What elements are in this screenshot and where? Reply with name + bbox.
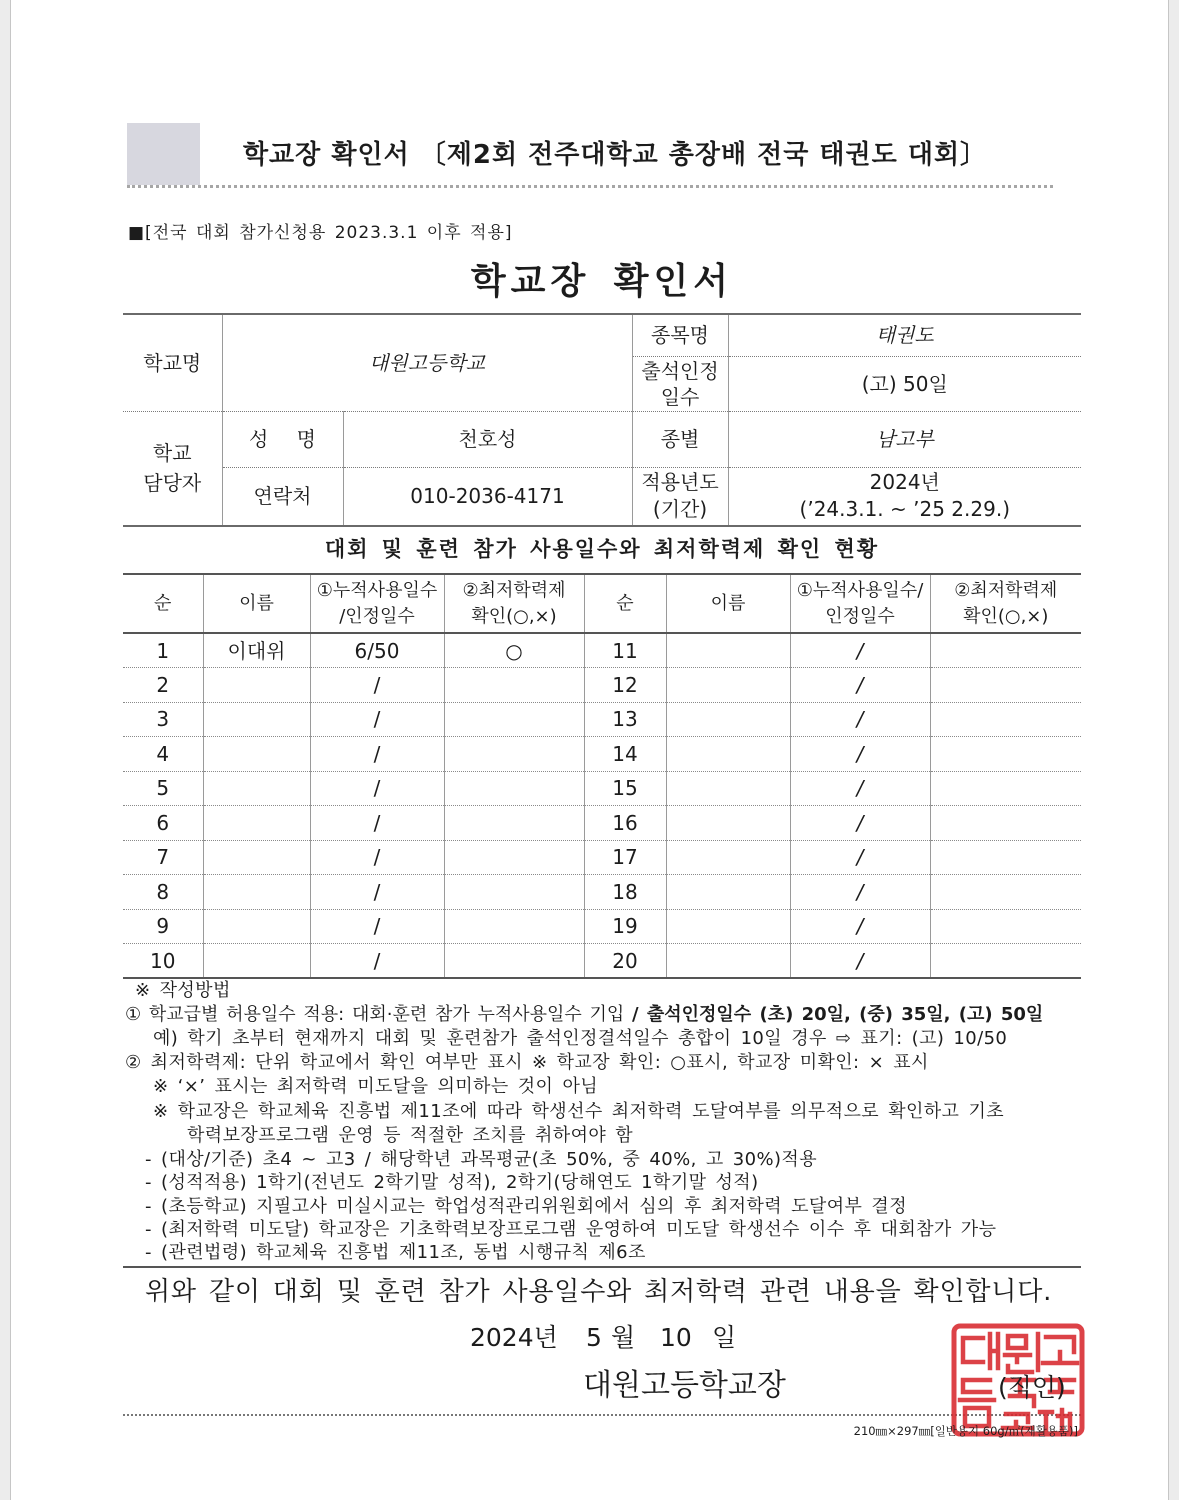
header-accent-box xyxy=(127,123,200,185)
note-bullet: - (초등학교) 지필고사 미실시교는 학업성적관리위원회에서 심의 후 최저학력 도달여부 결정 xyxy=(145,1196,907,1217)
attendance-days-label-line1: 출석인정 xyxy=(641,358,719,383)
period-label-line1: 적용년도 xyxy=(641,470,719,495)
min-ability-check-cell xyxy=(444,944,584,979)
row-number-cell: 18 xyxy=(584,875,666,910)
row-number-cell: 6 xyxy=(123,806,203,841)
cumulative-days-cell: / xyxy=(310,909,444,944)
row-number-cell: 19 xyxy=(584,909,666,944)
student-name-cell xyxy=(203,875,310,910)
row-number-cell: 14 xyxy=(584,737,666,772)
header-min-ability-check xyxy=(930,574,1081,633)
row-number-cell: 5 xyxy=(123,771,203,806)
min-ability-check-cell xyxy=(930,633,1081,668)
student-name-cell xyxy=(666,875,790,910)
cumulative-days-cell: / xyxy=(790,633,930,668)
scan-edge-right xyxy=(1168,0,1179,1500)
note-bullet: - (최저학력 미도달) 학교장은 기초학력보장프로그램 운영하여 미도달 학생선수 이수 후 대회참가 가능 xyxy=(145,1219,997,1240)
table-row xyxy=(123,875,1081,910)
school-name-value: 대원고등학교 xyxy=(222,314,632,411)
note-item-1-example: 예) 학기 초부터 현재까지 대회 및 훈련참가 출석인정결석일수 총합이 10일 경우 ⇨ 표기: (고) 10/50 xyxy=(153,1028,1008,1049)
date-day: 10 xyxy=(660,1323,692,1352)
note-item-2-obligation-line1: ※ 학교장은 학교체육 진흥법 제11조에 따라 학생선수 최저학력 도달여부를 의무적으로 확인하고 기초 xyxy=(153,1101,1005,1122)
header-cumulative-days-line2: 인정일수 xyxy=(825,605,895,627)
row-number-cell: 10 xyxy=(123,944,203,979)
date-day-unit: 일 xyxy=(712,1323,737,1352)
event-value: 태권도 xyxy=(728,314,1081,356)
table-row xyxy=(123,737,1081,772)
period-value xyxy=(728,467,1081,526)
row-number-cell: 12 xyxy=(584,668,666,703)
event-label: 종목명 xyxy=(632,314,728,356)
min-ability-check-cell xyxy=(930,737,1081,772)
min-ability-check-cell xyxy=(444,840,584,875)
division-value: 남고부 xyxy=(728,411,1081,467)
period-label xyxy=(632,467,728,526)
school-info-table xyxy=(123,313,1081,527)
cumulative-days-cell: 6/50 xyxy=(310,633,444,668)
cumulative-days-cell: / xyxy=(310,840,444,875)
signature-divider xyxy=(123,1414,1081,1416)
row-number-cell: 15 xyxy=(584,771,666,806)
student-name-cell: 이대위 xyxy=(203,633,310,668)
student-name-cell xyxy=(203,702,310,737)
student-name-cell xyxy=(203,909,310,944)
min-ability-check-cell xyxy=(930,840,1081,875)
row-number-cell: 2 xyxy=(123,668,203,703)
row-number-cell: 4 xyxy=(123,737,203,772)
confirmation-statement: 위와 같이 대회 및 훈련 참가 사용일수와 최저학력 관련 내용을 확인합니다. xyxy=(145,1277,1053,1307)
header-cumulative-days-line2: /인정일수 xyxy=(339,605,415,627)
student-name-cell xyxy=(203,806,310,841)
student-name-cell xyxy=(666,840,790,875)
cumulative-days-cell: / xyxy=(310,737,444,772)
student-name-cell xyxy=(666,909,790,944)
table-row xyxy=(123,909,1081,944)
student-name-cell xyxy=(666,771,790,806)
note-item-1 xyxy=(125,1003,1043,1027)
table-row xyxy=(123,771,1081,806)
cumulative-days-cell: / xyxy=(790,702,930,737)
date-month: 5 xyxy=(586,1323,602,1352)
row-number-cell: 8 xyxy=(123,875,203,910)
note-item-2-obligation-line2: 학력보장프로그램 운영 등 적절한 조치를 취하여야 함 xyxy=(187,1125,634,1146)
row-number-cell: 17 xyxy=(584,840,666,875)
note-bullet: - (성적적용) 1학기(전년도 2학기말 성적), 2학기(당해연도 1학기말 성적) xyxy=(145,1172,759,1193)
student-name-cell xyxy=(666,737,790,772)
min-ability-check-cell xyxy=(444,875,584,910)
cumulative-days-cell: / xyxy=(310,944,444,979)
cumulative-days-cell: / xyxy=(790,875,930,910)
cumulative-days-cell: / xyxy=(310,668,444,703)
header-cumulative-days xyxy=(310,574,444,633)
row-number-cell: 9 xyxy=(123,909,203,944)
min-ability-check-cell xyxy=(444,771,584,806)
min-ability-check-cell xyxy=(930,909,1081,944)
note-item-2: ② 최저학력제: 단위 학교에서 확인 여부만 표시 ※ 학교장 확인: ○표시, 학교장 미확인: × 표시 xyxy=(125,1052,929,1073)
note-item-1-text: ① 학교급별 허용일수 적용: 대회·훈련 참가 누적사용일수 기입 xyxy=(125,1004,625,1025)
note-item-2-remark: ※ ‘×’ 표시는 최저학력 미도달을 의미하는 것이 아님 xyxy=(153,1076,599,1097)
cumulative-days-cell: / xyxy=(790,840,930,875)
status-table-body xyxy=(123,633,1081,978)
student-name-cell xyxy=(666,668,790,703)
header-min-ability-line2: 확인(○,×) xyxy=(471,605,557,627)
student-name-cell xyxy=(666,633,790,668)
min-ability-check-cell xyxy=(444,702,584,737)
school-name-label: 학교명 xyxy=(143,350,202,375)
header-min-ability-line2: 확인(○,×) xyxy=(963,605,1049,627)
row-number-cell: 7 xyxy=(123,840,203,875)
paper-spec: 210㎜×297㎜[일반용지 60g/㎡(재활용품)] xyxy=(853,1424,1078,1438)
form-applicability-notice: ■[전국 대회 참가신청용 2023.3.1 이후 적용] xyxy=(128,223,513,243)
min-ability-check-cell xyxy=(444,668,584,703)
header-divider xyxy=(127,185,1053,188)
table-row xyxy=(123,702,1081,737)
info-row xyxy=(123,314,1081,356)
header-name: 이름 xyxy=(666,574,790,633)
student-name-cell xyxy=(203,840,310,875)
header-min-ability-line1: ②최저학력제 xyxy=(954,579,1058,601)
scan-edge-left xyxy=(0,0,11,1500)
attendance-days-label-line2: 일수 xyxy=(660,384,700,409)
min-ability-check-cell xyxy=(444,737,584,772)
phone-label: 연락처 xyxy=(222,467,343,526)
table-row xyxy=(123,944,1081,979)
period-value-year: 2024년 xyxy=(869,470,940,495)
row-number-cell: 20 xyxy=(584,944,666,979)
info-row xyxy=(123,467,1081,526)
header-min-ability-line1: ②최저학력제 xyxy=(462,579,566,601)
header-cumulative-days-line1: ①누적사용일수/ xyxy=(796,579,924,601)
cumulative-days-cell: / xyxy=(310,875,444,910)
student-name-cell xyxy=(666,944,790,979)
row-number-cell: 11 xyxy=(584,633,666,668)
cumulative-days-cell: / xyxy=(310,771,444,806)
official-seal-label: (직인) xyxy=(998,1373,1066,1402)
min-ability-check-cell xyxy=(930,806,1081,841)
header-no: 순 xyxy=(123,574,203,633)
student-name-cell xyxy=(666,702,790,737)
cumulative-days-cell: / xyxy=(790,944,930,979)
signer-title: 대원고등학교장 xyxy=(583,1368,786,1403)
min-ability-check-cell xyxy=(930,668,1081,703)
table-header-row xyxy=(123,574,1081,633)
contact-person-label-line1: 학교 xyxy=(152,441,192,466)
row-number-cell: 16 xyxy=(584,806,666,841)
document-header-title: 학교장 확인서 〔제2회 전주대학교 총장배 전국 태권도 대회〕 xyxy=(242,140,988,170)
min-ability-check-cell: ○ xyxy=(444,633,584,668)
student-name-cell xyxy=(203,668,310,703)
header-min-ability-check xyxy=(444,574,584,633)
min-ability-check-cell xyxy=(444,806,584,841)
note-item-1-emphasis: / 출석인정일수 (초) 20일, (중) 35일, (고) 50일 xyxy=(632,1004,1044,1025)
cumulative-days-cell: / xyxy=(790,737,930,772)
header-name: 이름 xyxy=(203,574,310,633)
attendance-days-label xyxy=(632,356,728,411)
status-section-title: 대회 및 훈련 참가 사용일수와 최저학력제 확인 현황 xyxy=(324,537,880,561)
division-label: 종별 xyxy=(632,411,728,467)
notes-divider xyxy=(123,1266,1081,1268)
name-value: 천호성 xyxy=(343,411,632,467)
note-bullet: - (대상/기준) 초4 ~ 고3 / 해당학년 과목평균(초 50%, 중 40%, 고 30%)적용 xyxy=(145,1149,817,1170)
participation-status-table xyxy=(123,573,1081,979)
form-title: 학교장 확인서 xyxy=(470,261,734,302)
period-value-range: (’24.3.1. ~ ’25 2.29.) xyxy=(799,497,1010,522)
cumulative-days-cell: / xyxy=(790,771,930,806)
cumulative-days-cell: / xyxy=(310,702,444,737)
date-year: 2024년 xyxy=(470,1323,558,1352)
name-label: 성 명 xyxy=(222,411,343,467)
cumulative-days-cell: / xyxy=(790,668,930,703)
row-number-cell: 13 xyxy=(584,702,666,737)
table-row xyxy=(123,806,1081,841)
contact-person-label-line2: 담당자 xyxy=(143,471,202,496)
student-name-cell xyxy=(203,944,310,979)
date-month-unit: 월 xyxy=(611,1323,636,1352)
table-row xyxy=(123,840,1081,875)
notes-heading: ※ 작성방법 xyxy=(135,980,231,1001)
min-ability-check-cell xyxy=(444,909,584,944)
period-label-line2: (기간) xyxy=(652,497,708,522)
student-name-cell xyxy=(203,771,310,806)
min-ability-check-cell xyxy=(930,944,1081,979)
row-number-cell: 3 xyxy=(123,702,203,737)
min-ability-check-cell xyxy=(930,875,1081,910)
student-name-cell xyxy=(203,737,310,772)
phone-value: 010-2036-4171 xyxy=(343,467,632,526)
attendance-days-value: (고) 50일 xyxy=(728,356,1081,411)
header-no: 순 xyxy=(584,574,666,633)
header-cumulative-days-line1: ①누적사용일수 xyxy=(316,579,438,601)
note-bullet: - (관련법령) 학교체육 진흥법 제11조, 동법 시행규칙 제6조 xyxy=(145,1242,646,1263)
cumulative-days-cell: / xyxy=(310,806,444,841)
contact-person-label xyxy=(123,411,222,526)
cumulative-days-cell: / xyxy=(790,806,930,841)
student-name-cell xyxy=(666,806,790,841)
cumulative-days-cell: / xyxy=(790,909,930,944)
table-row xyxy=(123,668,1081,703)
min-ability-check-cell xyxy=(930,702,1081,737)
table-row xyxy=(123,633,1081,668)
header-cumulative-days xyxy=(790,574,930,633)
info-row xyxy=(123,411,1081,467)
row-number-cell: 1 xyxy=(123,633,203,668)
min-ability-check-cell xyxy=(930,771,1081,806)
